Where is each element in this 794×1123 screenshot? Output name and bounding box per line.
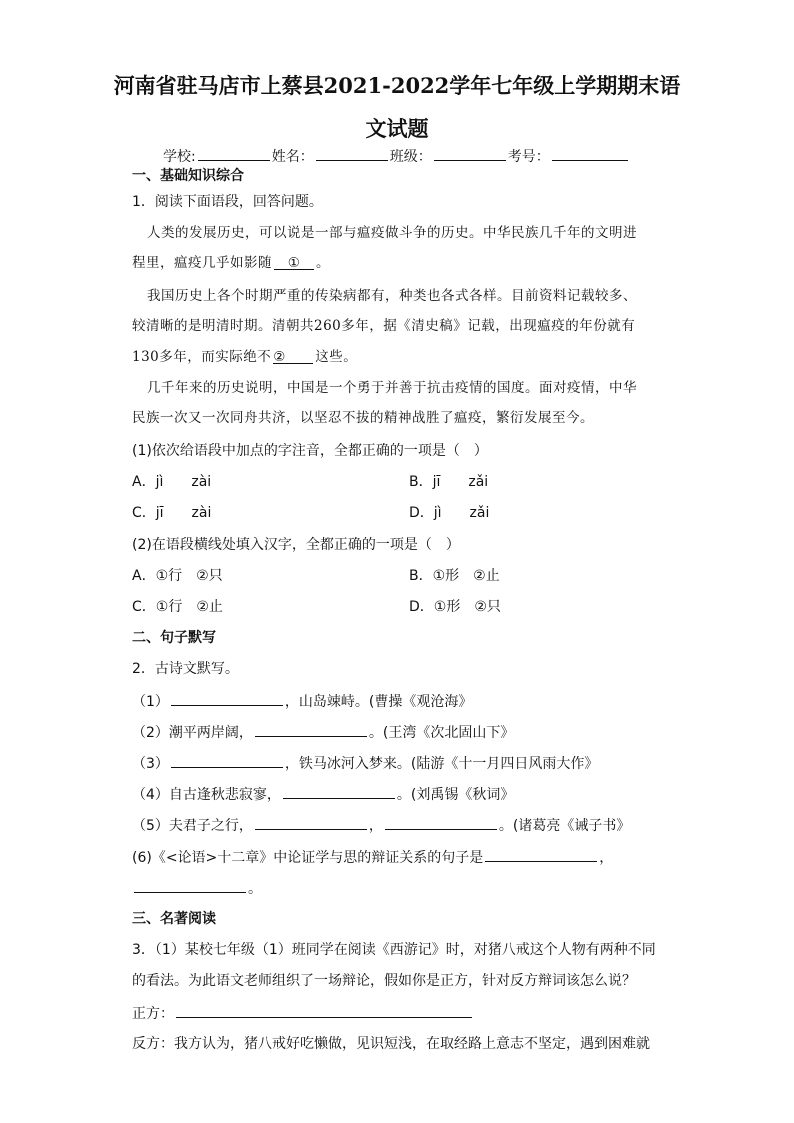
recite-item-2 [132,722,514,743]
section-2-heading: 二、句子默写 [132,630,216,646]
sub-question-2: (2)在语段横线处填入汉字，全都正确的一项是（ ） [132,537,460,553]
class-label: 班级： [389,149,432,165]
pro-side-row [132,1003,474,1024]
item-2-text: （2）潮平两岸阔， [132,725,253,741]
item-6-comma: ， [599,850,614,866]
exam-title-line-1: 河南省驻马店市上蔡县2021-2022学年七年级上学期期末语 [113,73,681,98]
item-5-text: （5）夫君子之行， [132,818,253,834]
option-2c[interactable]: C．①行 ②止 [132,599,223,615]
recite-blank-1[interactable] [171,691,283,706]
pro-side-label: 正方： [132,1006,174,1022]
passage-p2-line1: 我国历史上各个时期严重的传染病都有，种类也各式各样。目前资料记载较多、 [147,288,637,304]
item-5-comma: ， [368,818,383,834]
passage-p2-line3 [132,347,357,367]
school-blank[interactable] [198,146,270,161]
option-1b[interactable]: B．jī zǎi [409,474,489,490]
student-info-row [163,146,630,166]
option-1d[interactable]: D．jì zǎi [409,505,490,521]
section-3-heading: 三、名著阅读 [132,911,216,927]
passage-p2-end: 这些。 [315,349,358,365]
question-1-stem: 1．阅读下面语段，回答问题。 [132,194,323,210]
question-3-line2: 的看法。为此语文老师组织了一场辩论，假如你是正方，针对反方辩词该怎么说？ [132,973,636,989]
number-label: 考号： [507,149,550,165]
passage-blank-2 [273,347,313,364]
recite-item-6 [132,847,613,868]
school-label: 学校: [163,149,196,165]
passage-p1-end: 。 [316,255,330,271]
section-1-heading: 一、基础知识综合 [132,168,244,184]
item-6-text: (6)《<论语>十二章》中论证学与思的辩证关系的句子是 [132,850,484,866]
passage-blank-1 [274,253,314,270]
passage-p2-line2: 较清晰的是明清时期。清朝共260多年，据《清史稿》记载，出现瘟疫的年份就有 [132,318,636,334]
passage-p2-text: 130多年，而实际绝不 [132,349,272,365]
option-1c[interactable]: C．jī zài [132,505,212,521]
item-4-text: （4）自古逢秋悲寂寥， [132,787,281,803]
recite-blank-2[interactable] [255,722,367,737]
option-1a[interactable]: A．jì zài [132,474,212,490]
recite-blank-3[interactable] [171,753,283,768]
recite-blank-5b[interactable] [385,815,497,830]
blank-1-marker: ① [287,255,301,271]
passage-p1-line1: 人类的发展历史，可以说是一部与瘟疫做斗争的历史。中华民族几千年的文明进 [147,225,637,241]
question-3-line1: 3．（1）某校七年级（1）班同学在阅读《西游记》时，对猪八戒这个人物有两种不同 [132,942,656,958]
item-1-text: ，山岛竦峙。(曹操《观沧海》 [284,694,473,710]
item-3-text: ，铁马冰河入梦来。(陆游《十一月四日风雨大作》 [284,756,599,772]
recite-blank-5a[interactable] [255,815,367,830]
passage-p1-line2 [132,253,330,273]
option-2a[interactable]: A．①行 ②只 [132,568,223,584]
passage-p3-line1: 几千年来的历史说明，中国是一个勇于并善于抗击疫情的国度。面对疫情，中华 [147,380,637,396]
recite-item-6-cont [132,878,262,899]
option-2b[interactable]: B．①形 ②止 [409,568,500,584]
recite-blank-6a[interactable] [485,847,597,862]
recite-blank-6b[interactable] [134,878,246,893]
con-side-text: 反方：我方认为，猪八戒好吃懒做，见识短浅，在取经路上意志不坚定，遇到困难就 [132,1036,650,1052]
question-2-stem: 2．古诗文默写。 [132,661,239,677]
item-3-number: （3） [132,756,169,772]
sub-question-1: (1)依次给语段中加点的字注音，全都正确的一项是（ ） [132,443,488,459]
recite-item-5 [132,815,630,836]
item-1-number: （1） [132,694,169,710]
class-blank[interactable] [434,146,506,161]
exam-title-line-2: 文试题 [365,116,429,141]
item-4-source: 。(刘禹锡《秋词》 [396,787,515,803]
recite-item-1 [132,691,472,712]
pro-side-blank[interactable] [176,1003,472,1018]
item-2-source: 。(王湾《次北固山下》 [368,725,515,741]
passage-p3-line2: 民族一次又一次同舟共济，以坚忍不拔的精神战胜了瘟疫，繁衍发展至今。 [132,410,594,426]
recite-item-3 [132,753,598,774]
option-2d[interactable]: D．①形 ②只 [409,599,501,615]
passage-p1-text: 程里，瘟疫几乎如影随 [132,255,272,271]
item-5-source: 。(诸葛亮《诫子书》 [498,818,631,834]
recite-item-4 [132,784,514,805]
name-label: 姓名： [271,149,314,165]
item-6-end: 。 [248,881,262,897]
number-blank[interactable] [552,146,628,161]
name-blank[interactable] [316,146,388,161]
recite-blank-4[interactable] [283,784,395,799]
blank-2-marker: ② [273,349,286,365]
